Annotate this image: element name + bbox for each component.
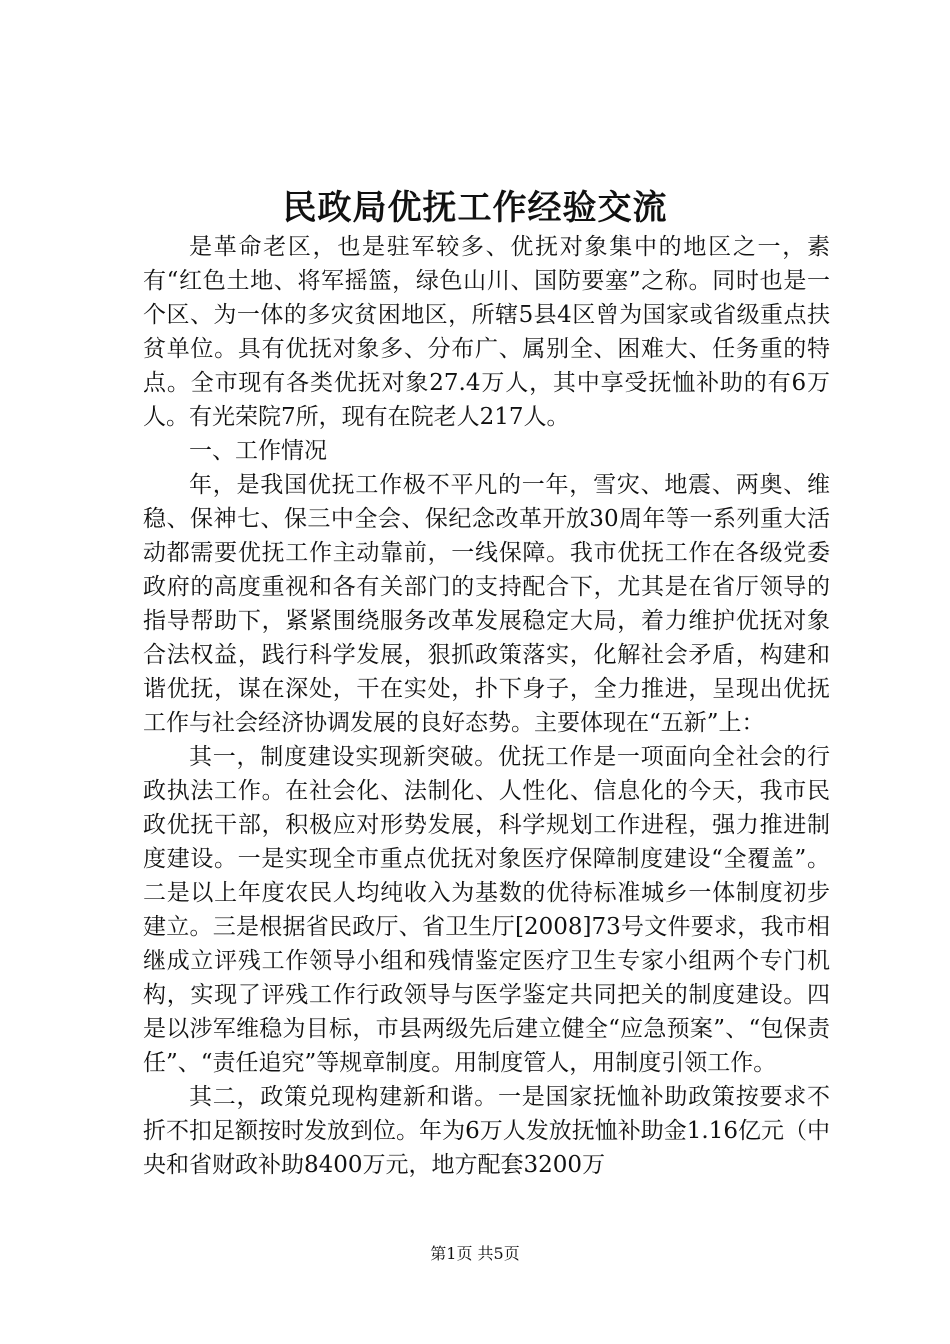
paragraph-first-point: 其一，制度建设实现新突破。优抚工作是一项面向全社会的行政执法工作。在社会化、法制化、人性化、信息化的今天，我市民政优抚干部，积极应对形势发展，科学规划工作进程，强力推进制度建设。一是实现全市重点优抚对象医疗保障制度建设“全覆盖”。二是以上年度农民人均纯收入为基数的优待标准城乡一体制度初步建立。三是根据省民政厅、省卫生厅[2008]73号文件要求，我市相继成立评残工作领导小组和残情鉴定医疗卫生专家小组两个专门机构，实现了评残工作行政领导与医学鉴定共同把关的制度建设。四是以涉军维稳为目标，市县两级先后建立健全“应急预案”、“包保责任”、“责任追究”等规章制度。用制度管人，用制度引领工作。 (143, 744, 830, 1076)
page-footer: 第1页 共5页 (430, 1244, 520, 1263)
paragraph-second-point: 其二，政策兑现构建新和谐。一是国家抚恤补助政策按要求不折不扣足额按时发放到位。年为6万人发放抚恤补助金1.16亿元（中央和省财政补助8400万元，地方配套3200万 (143, 1084, 830, 1178)
document-title: 民政局优抚工作经验交流 (282, 188, 668, 228)
paragraph-intro: 是革命老区，也是驻军较多、优抚对象集中的地区之一，素有“红色土地、将军摇篮，绿色山川、国防要塞”之称。同时也是一个区、为一体的多灾贫困地区，所辖5县4区曾为国家或省级重点扶贫单位。具有优抚对象多、分布广、属别全、困难大、任务重的特点。全市现有各类优抚对象27.4万人，其中享受抚恤补助的有6万人。有光荣院7所，现有在院老人217人。 (143, 234, 830, 430)
section-heading: 一、工作情况 (189, 438, 327, 464)
paragraph-overview: 年，是我国优抚工作极不平凡的一年，雪灾、地震、两奥、维稳、保神七、保三中全会、保纪念改革开放30周年等一系列重大活动都需要优抚工作主动靠前，一线保障。我市优抚工作在各级党委政府的高度重视和各有关部门的支持配合下，尤其是在省厅领导的指导帮助下，紧紧围绕服务改革发展稳定大局，着力维护优抚对象合法权益，践行科学发展，狠抓政策落实，化解社会矛盾，构建和谐优抚，谋在深处，干在实处，扑下身子，全力推进，呈现出优抚工作与社会经济协调发展的良好态势。主要体现在“五新”上： (143, 472, 830, 736)
document-body (143, 230, 830, 1182)
